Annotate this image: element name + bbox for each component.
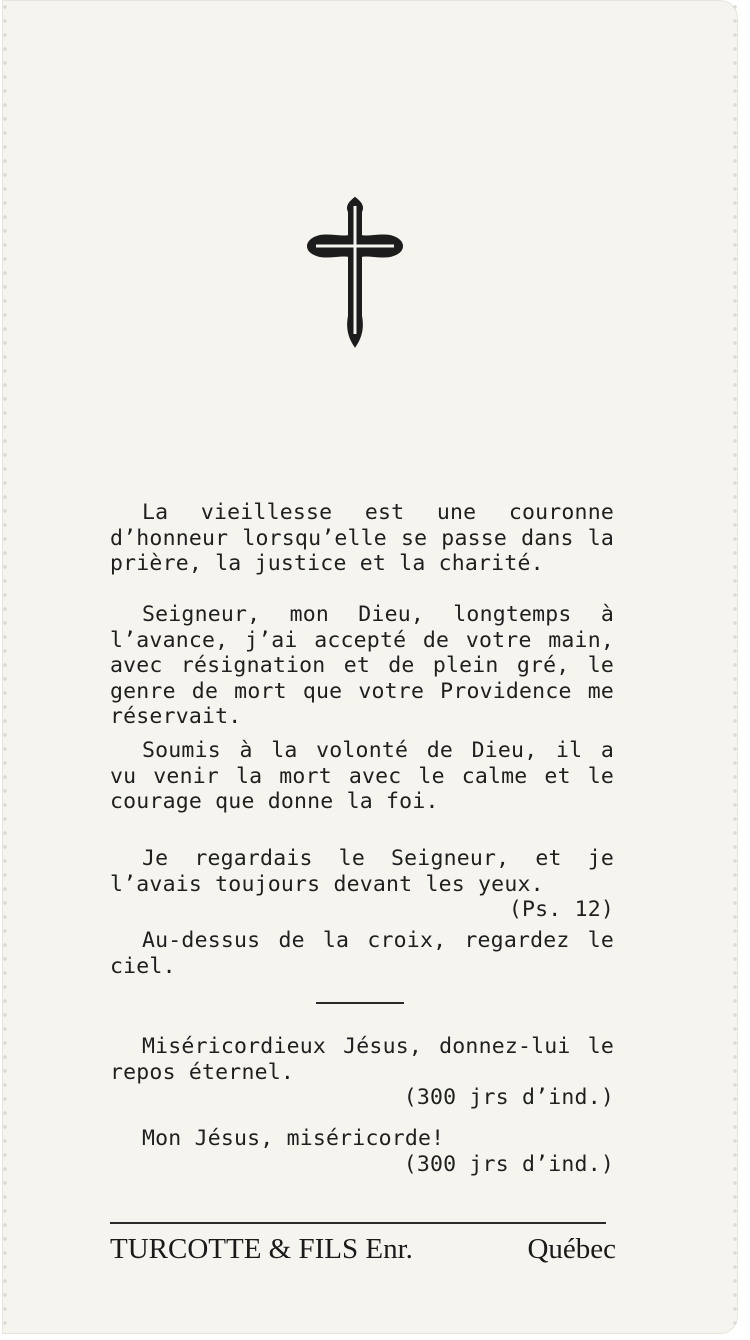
paragraph-je-regardais xyxy=(110,846,614,923)
prayer-text: Miséricordieux Jésus, donnez-lui le repos éternel. xyxy=(110,1034,614,1085)
section-divider xyxy=(316,1002,404,1004)
paragraph-text: La vieillesse est une couronne d’honneur lorsqu’elle se passe dans la prière, la justice et la charité. xyxy=(110,500,614,576)
prayer-mon-jesus xyxy=(110,1126,614,1177)
paragraph-text: Soumis à la volonté de Dieu, il a vu venir la mort avec le calme et le courage que donne la foi. xyxy=(110,738,614,814)
footer-rule xyxy=(110,1222,606,1224)
perforated-left-edge xyxy=(2,0,8,1334)
indulgence-note: (300 jrs d’ind.) xyxy=(403,1151,614,1177)
latin-cross-icon xyxy=(306,196,404,348)
paragraph-text: Je regardais le Seigneur, et je l’avais toujours devant les yeux. xyxy=(110,846,614,897)
publisher-imprint xyxy=(110,1230,616,1268)
paragraph-au-dessus xyxy=(110,928,614,979)
paragraph-seigneur xyxy=(110,602,614,730)
indulgence-note: (300 jrs d’ind.) xyxy=(403,1085,614,1110)
publisher-city: Québec xyxy=(527,1233,616,1265)
paragraph-text: Au-dessus de la croix, regardez le ciel. xyxy=(110,928,614,979)
publisher-name: TURCOTTE & FILS Enr. xyxy=(110,1233,413,1265)
prayer-misericordieux xyxy=(110,1034,614,1111)
perforated-right-edge xyxy=(732,0,738,1334)
paragraph-text: Seigneur, mon Dieu, longtemps à l’avance, j’ai accepté de votre main, avec résignation et de plein gré, le genre de mort que votre Providence me réservait. xyxy=(110,602,614,729)
paragraph-old-age xyxy=(110,500,614,577)
psalm-citation: (Ps. 12) xyxy=(508,897,614,922)
paragraph-soumis xyxy=(110,738,614,815)
prayer-text: Mon Jésus, miséricorde! xyxy=(142,1126,445,1151)
